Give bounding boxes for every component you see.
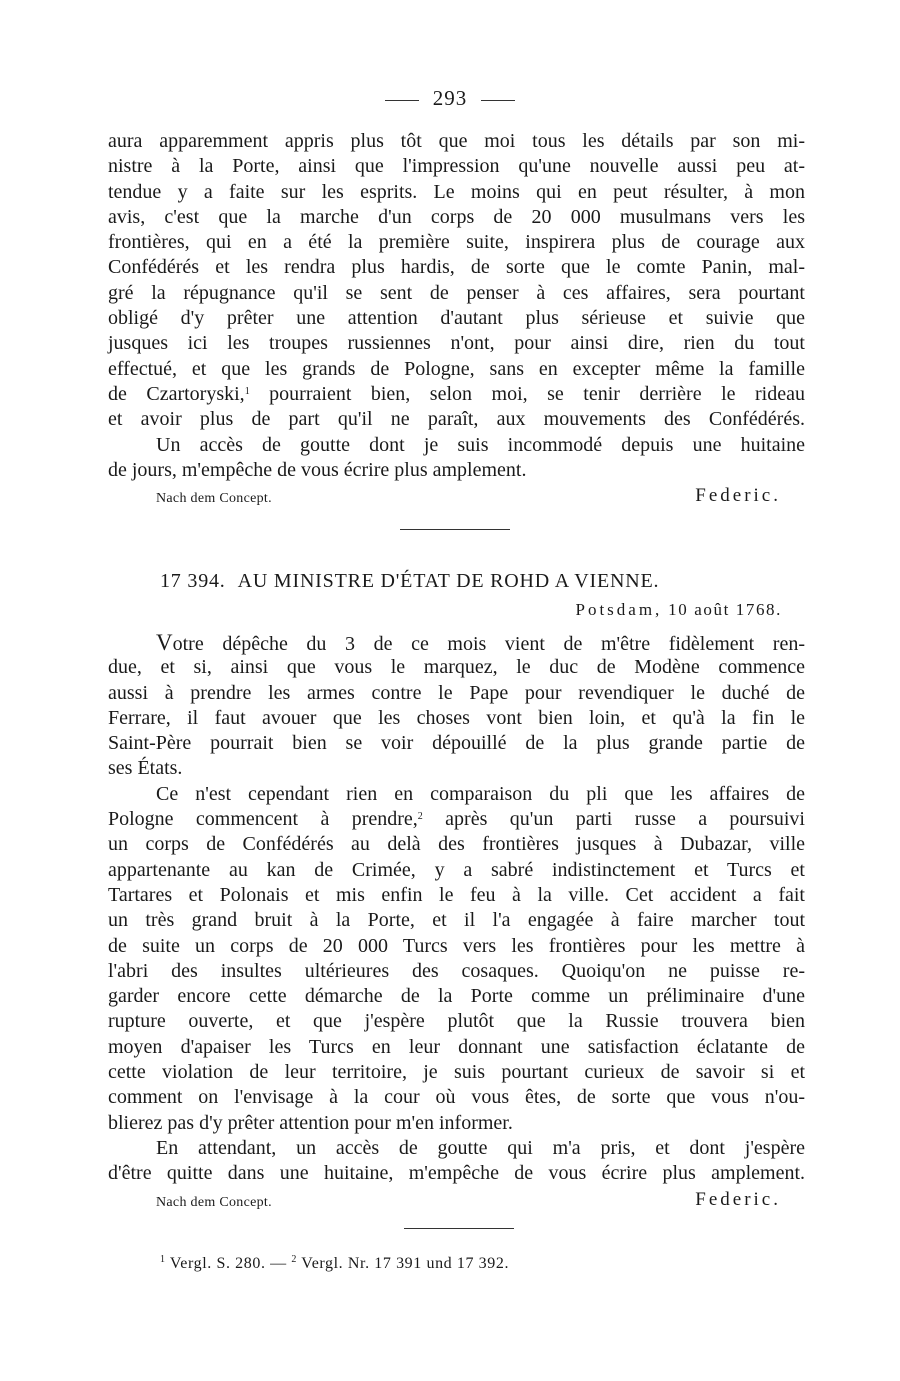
letter-2-closing bbox=[108, 1187, 805, 1217]
text-line bbox=[108, 630, 805, 655]
document-title: AU MINISTRE D'ÉTAT DE ROHD A VIENNE. bbox=[237, 570, 660, 592]
text-line: blierez pas d'y prêter attention pour m'en informer. bbox=[108, 1111, 513, 1134]
text-line: Ferrare, il faut avouer que les choses vont bien loin, et qu'à la fin le bbox=[108, 706, 805, 729]
text-line: gré la répugnance qu'il se sent de penser à ces affaires, sera pourtant bbox=[108, 281, 805, 304]
text-line: Saint-Père pourrait bien se voir dépouillé de la plus grande partie de bbox=[108, 732, 805, 755]
text-line: obligé d'y prêter une attention d'autant plus sérieuse et suivie que bbox=[108, 307, 805, 330]
source-note: Nach dem Concept. bbox=[156, 1194, 272, 1210]
footnote-divider bbox=[404, 1228, 514, 1229]
text-line: comment on l'envisage à la cour où vous êtes, de sorte que vous n'ou- bbox=[108, 1086, 805, 1109]
letter-1-body bbox=[108, 129, 805, 513]
footnotes bbox=[160, 1255, 509, 1273]
text-fragment: de Czartoryski, bbox=[108, 382, 245, 405]
text-line: due, et si, ainsi que vous le marquez, le duc de Modène commence bbox=[108, 656, 805, 679]
footnote-marker: 2 bbox=[417, 811, 423, 823]
footnote-marker: 2 bbox=[291, 1254, 297, 1265]
text-line: un corps de Confédérés au delà des frontières jusques à Dubazar, ville bbox=[108, 833, 805, 856]
dateline bbox=[576, 600, 783, 620]
text-line: aussi à prendre les armes contre le Pape pour revendiquer le duché de bbox=[108, 681, 805, 704]
signature: Federic. bbox=[695, 1188, 781, 1210]
text-line: avis, c'est que la marche d'un corps de 20 000 musulmans vers les bbox=[108, 205, 805, 228]
text-line: appartenante au kan de Crimée, y a sabré indistinctement et Turcs et bbox=[108, 858, 805, 881]
section-divider bbox=[400, 529, 510, 530]
text-line: de jours, m'empêche de vous écrire plus amplement. bbox=[108, 458, 527, 481]
text-line: et avoir plus de part qu'il ne paraît, aux mouvements des Confédérés. bbox=[108, 408, 805, 431]
text-line: Ce n'est cependant rien en comparaison du pli que les affaires de bbox=[156, 782, 805, 805]
text-line: un très grand bruit à la Porte, et il l'a engagée à faire marcher tout bbox=[108, 909, 805, 932]
text-fragment: pourraient bien, selon moi, se tenir derrière le rideau bbox=[249, 382, 805, 405]
text-line: tendue y a faite sur les esprits. Le moins qui en peut résulter, à mon bbox=[108, 180, 805, 203]
text-line bbox=[108, 382, 805, 407]
text-line: l'abri des insultes ultérieures des cosaques. Quoiqu'on ne puisse re- bbox=[108, 959, 805, 982]
text-line: Un accès de goutte dont je suis incommodé depuis une huitaine bbox=[156, 433, 805, 456]
footnote-marker: 1 bbox=[160, 1254, 166, 1265]
text-line: ses États. bbox=[108, 757, 183, 780]
text-line: nistre à la Porte, ainsi que l'impression qu'une nouvelle aussi peu at- bbox=[108, 155, 805, 178]
text-line: d'être quitte dans une huitaine, m'empêche de vous écrire plus amplement. bbox=[108, 1162, 805, 1185]
text-line: rupture ouverte, et que j'espère plutôt que la Russie trouvera bien bbox=[108, 1010, 805, 1033]
text-line: de suite un corps de 20 000 Turcs vers les frontières pour les mettre à bbox=[108, 934, 805, 957]
footnote-1: Vergl. S. 280. — bbox=[165, 1255, 292, 1272]
page-number-dash-right bbox=[481, 100, 515, 101]
text-line bbox=[108, 807, 805, 832]
document-number: 17 394. bbox=[160, 570, 226, 592]
text-fragment: après qu'un parti russe a poursuivi bbox=[422, 808, 805, 831]
dateline-date: 10 août 1768. bbox=[668, 600, 782, 619]
document-heading bbox=[160, 570, 659, 593]
text-line: En attendant, un accès de goutte qui m'a pris, et dont j'espère bbox=[156, 1136, 805, 1159]
page-number-dash-left bbox=[385, 100, 419, 101]
initial-letter: V bbox=[156, 630, 173, 655]
text-fragment: otre dépêche du 3 de ce mois vient de m'être fidèlement ren- bbox=[172, 633, 805, 655]
signature: Federic. bbox=[695, 485, 781, 507]
letter-2-body bbox=[108, 630, 805, 1217]
text-line: cette violation de leur territoire, je suis pourtant curieux de savoir si et bbox=[108, 1061, 805, 1084]
text-line: garder encore cette démarche de la Porte comme un préliminaire d'une bbox=[108, 985, 805, 1008]
dateline-place: Potsdam, bbox=[575, 600, 663, 619]
letter-1-closing bbox=[108, 483, 805, 513]
text-line: moyen d'apaiser les Turcs en leur donnant une satisfaction éclatante de bbox=[108, 1035, 805, 1058]
text-line: frontières, qui en a été la première suite, inspirera plus de courage aux bbox=[108, 231, 805, 254]
source-note: Nach dem Concept. bbox=[156, 491, 272, 507]
text-fragment: Pologne commencent à prendre, bbox=[108, 808, 418, 831]
page-number bbox=[0, 86, 900, 111]
footnote-2: Vergl. Nr. 17 391 und 17 392. bbox=[297, 1255, 510, 1272]
text-line: effectué, et que les grands de Pologne, sans en excepter même la famille bbox=[108, 357, 805, 380]
text-line: jusques ici les troupes russiennes n'ont, pour ainsi dire, rien du tout bbox=[108, 332, 805, 355]
footnote-marker: 1 bbox=[244, 385, 250, 397]
text-line: Tartares et Polonais et mis enfin le feu à la ville. Cet accident a fait bbox=[108, 883, 805, 906]
text-line: aura apparemment appris plus tôt que moi tous les détails par son mi- bbox=[108, 130, 805, 152]
text-line: Confédérés et les rendra plus hardis, de sorte que le comte Panin, mal- bbox=[108, 256, 805, 279]
page-number-text: 293 bbox=[432, 86, 468, 110]
